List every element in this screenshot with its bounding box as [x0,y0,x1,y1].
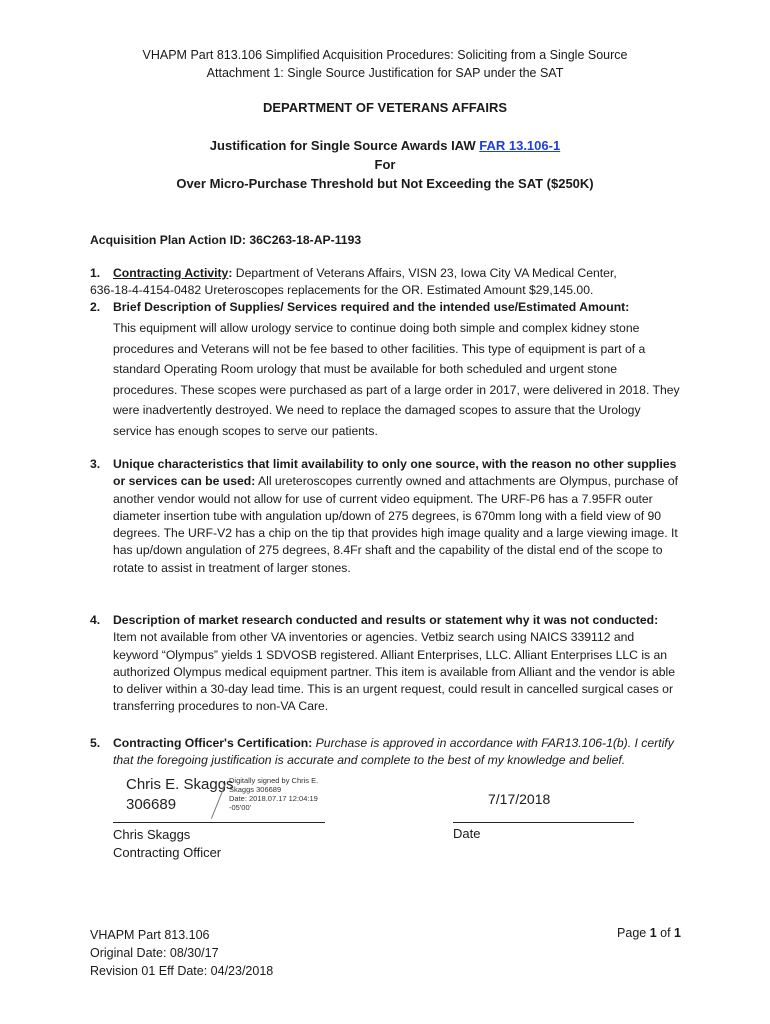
item-2-heading-row [90,299,690,316]
header-line-1: VHAPM Part 813.106 Simplified Acquisition Procedures: Soliciting from a Single Source [142,48,628,62]
signature-digital-line-2: Skaggs 306689 [229,785,282,794]
department-title: DEPARTMENT OF VETERANS AFFAIRS [262,100,508,115]
item-4-body: Item not available from other VA inventories or agencies. Vetbiz search using NAICS 339112 and keyword “Olympus” yields 1 SDVOSB registered. Alliant Enterprises, LLC. Alliant Enterprises LLC is an authorized Olympus medical equipment partner. This item is available from Alliant and the vendor is able to deliver within a 30-day lead time. This is an urgent request, could result in cancelled surgical cases or transferring procedures to non-VA Care. [113,630,676,714]
justification-line1-prefix: Justification for Single Source Awards IAW [209,138,480,153]
signature-line [113,822,325,823]
item-4-heading: Description of market research conducted and results or statement why it was not conducted: [113,613,659,627]
date-label: Date [453,826,481,841]
date-line [453,822,634,823]
page-prefix: Page [617,926,650,940]
item-3-heading: Unique characteristics that limit availability to only one source, with the reason no other supplies or services can be used: [113,457,677,489]
signer-block [113,826,221,862]
signature-name: Chris E. Skaggs [126,776,234,793]
header-line-2: Attachment 1: Single Source Justification for SAP under the SAT [206,66,564,80]
signature-digital-line-4: -05'00' [229,803,252,812]
item-1-colon: : [228,266,233,280]
item-3-paragraph [113,456,681,577]
item-5-heading: Contracting Officer's Certification: [113,736,313,750]
page-mid: of [656,926,675,940]
item-1 [90,265,690,300]
item-4-number: 4. [90,613,101,627]
justification-title [0,138,770,153]
far-link[interactable]: FAR 13.106-1 [479,138,561,153]
item-5-body: Purchase is approved in accordance with FAR13.106-1(b). I certify that the foregoing justification is accurate and complete to the best of my knowledge and belief. [113,736,674,768]
signature-details [229,776,318,812]
item-4-paragraph [113,612,681,716]
signer-name: Chris Skaggs [113,827,191,842]
signature-digital-line-3: Date: 2018.07.17 12:04:19 [229,794,318,803]
signature-digital-line-1: Digitally signed by Chris E. [229,776,319,785]
page-total: 1 [674,926,681,940]
signature-id: 306689 [126,796,177,813]
footer-part: VHAPM Part 813.106 [90,928,210,942]
item-5-number: 5. [90,736,101,750]
item-1-text-b: 636-18-4-4154-0482 Ureteroscopes replacements for the OR. Estimated Amount $29,145.00. [90,283,594,298]
page-number [617,926,681,940]
justification-threshold: Over Micro-Purchase Threshold but Not Exceeding the SAT ($250K) [176,176,594,191]
justification-for: For [374,157,396,172]
item-3-number: 3. [90,457,101,471]
action-id: Acquisition Plan Action ID: 36C263-18-AP-1193 [90,233,362,247]
footer-original-date: Original Date: 08/30/17 [90,946,219,960]
page-current: 1 [649,926,657,940]
item-3-body: All ureteroscopes currently owned and attachments are Olympus, purchase of another vendor would not allow for use of current video equipment. The URF-P6 has a 7.95FR outer diameter insertion tube with angulation up/down of 275 degrees, is 670mm long with a field view of 90 degrees. The URF-V2 has a chip on the tip that provides high image quality and a large viewing image. It has up/down angulation of 275 degrees, 8.4Fr shaft and the capability of the distal end of the scope to rotate to assist in treatment of larger stones. [113,474,678,575]
item-2-body: This equipment will allow urology service to continue doing both simple and complex kidney stone procedures and Veterans will not be fee based to other facilities. This type of equipment is part of a standard Operating Room urology that must be available for both scheduled and urgent stone procedures. These scopes were purchased as part of a large order in 2017, were delivered in 2018. They were inadvertently destroyed. We need to replace the damaged scopes to assure that the Urology service has enough scopes to serve our patients. [113,321,680,438]
footer-revision: Revision 01 Eff Date: 04/23/2018 [90,964,274,978]
footer-info [90,926,273,980]
item-1-text-a: Department of Veterans Affairs, VISN 23, Iowa City VA Medical Center, [232,266,617,280]
signature-date: 7/17/2018 [488,791,551,807]
item-1-number: 1. [90,266,101,280]
item-1-heading: Contracting Activity [113,266,229,280]
digital-signature[interactable] [126,775,234,815]
item-5-paragraph [113,735,681,770]
signer-title: Contracting Officer [113,845,222,860]
item-2-number: 2. [90,300,101,314]
item-2-heading: Brief Description of Supplies/ Services required and the intended use/Estimated Amount: [113,300,630,314]
